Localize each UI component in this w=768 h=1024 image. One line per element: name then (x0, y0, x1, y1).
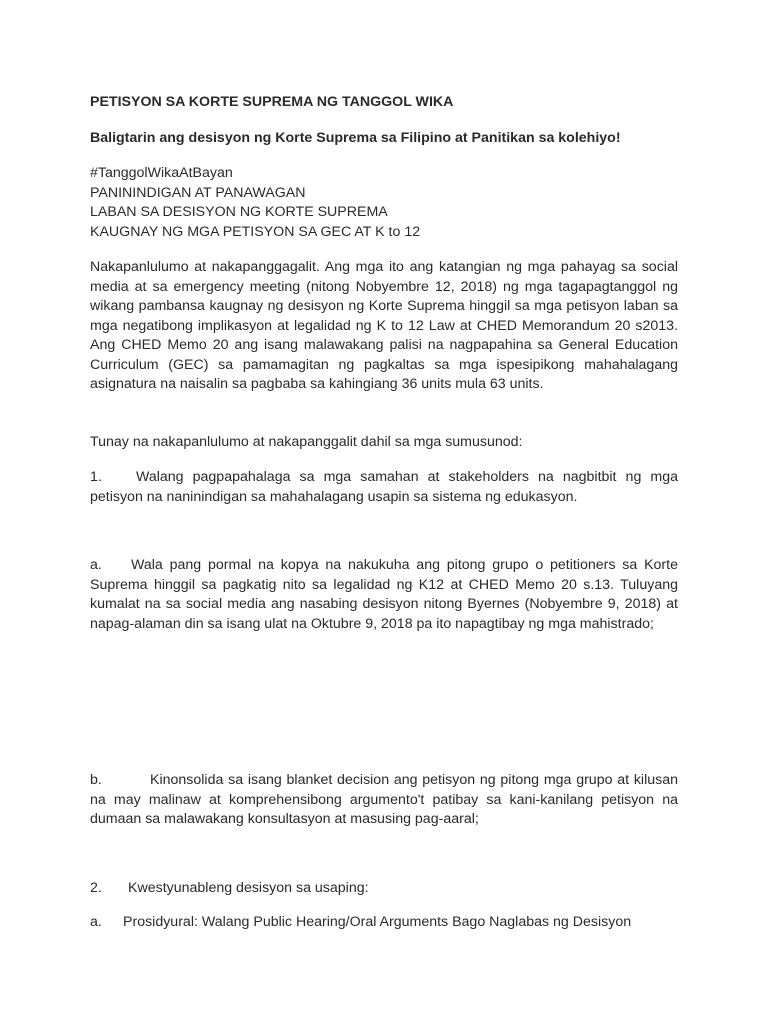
heading-line: LABAN SA DESISYON NG KORTE SUPREMA (90, 204, 388, 220)
point-letter: a. (90, 914, 102, 930)
lead-sentence: Tunay na nakapanlulumo at nakapanggalit dahil sa mga sumusunod: (90, 434, 523, 450)
point-letter: a. (90, 557, 102, 573)
heading-block (90, 164, 678, 242)
heading-line: KAUGNAY NG MGA PETISYON SA GEC AT K to 12 (90, 223, 421, 240)
point-text: Prosidyural: Walang Public Hearing/Oral Arguments Bago Naglabas ng Desisyon (123, 914, 632, 930)
point-2 (90, 879, 678, 899)
point-letter: b. (90, 772, 102, 788)
point-text: Wala pang pormal na kopya na nakukuha ang pitong grupo o petitioners sa Korte Suprema hinggil sa pagkatig nito sa legalidad ng K12 at CHED Memo 20 s.13. Tuluyang kumalat na sa social media ang nasabing desisyon nitong Byernes (Nobyembre 9, 2018) at napag-alaman din sa isang ulat na Oktubre 9, 2018 pa ito napagtibay ng mga mahistrado; (90, 557, 678, 632)
point-1a (90, 556, 678, 634)
point-text: Walang pagpapahalaga sa mga samahan at stakeholders na nagbitbit ng mga petisyon na naninindigan sa mahahalagang usapin sa sistema ng edukasyon. (90, 469, 678, 505)
point-text: Kinonsolida sa isang blanket decision ang petisyon ng pitong mga grupo at kilusan na may malinaw at komprehensibong argumento't patibay sa kani-kanilang petisyon na dumaan sa malawakang konsultasyon at masusing pag-aaral; (90, 772, 678, 827)
point-number: 1. (90, 469, 102, 485)
heading-line: PANININDIGAN AT PANAWAGAN (90, 184, 306, 201)
point-1 (90, 468, 678, 507)
point-number: 2. (90, 880, 102, 896)
intro-paragraph: Nakapanlulumo at nakapanggagalit. Ang mga ito ang katangian ng mga pahayag sa social media at sa emergency meeting (nitong Nobyembre 12, 2018) ng mga tagapagtanggol ng wikang pambansa kaugnay ng desisyon ng Korte Suprema hinggil sa mga petisyon laban sa mga negatibong implikasyon at legalidad ng K to 12 Law at CHED Memorandum 20 s2013. Ang CHED Memo 20 ang isang malawakang palisi na nagpapahina sa General Education Curriculum (GEC) sa pamamagitan ng pagkaltas sa mga ispesipikong mahahalagang asignatura na naisalin sa pagbaba sa kahingiang 36 units mula 63 units. (90, 259, 678, 392)
point-1b (90, 771, 678, 830)
document-title: PETISYON SA KORTE SUPREMA NG TANGGOL WIKA (90, 94, 454, 110)
document-subtitle: Baligtarin ang desisyon ng Korte Suprema sa Filipino at Panitikan sa kolehiyo! (90, 130, 621, 146)
hashtag: #TanggolWikaAtBayan (90, 165, 233, 181)
point-2a (90, 913, 678, 933)
point-text: Kwestyunableng desisyon sa usaping: (128, 880, 369, 896)
